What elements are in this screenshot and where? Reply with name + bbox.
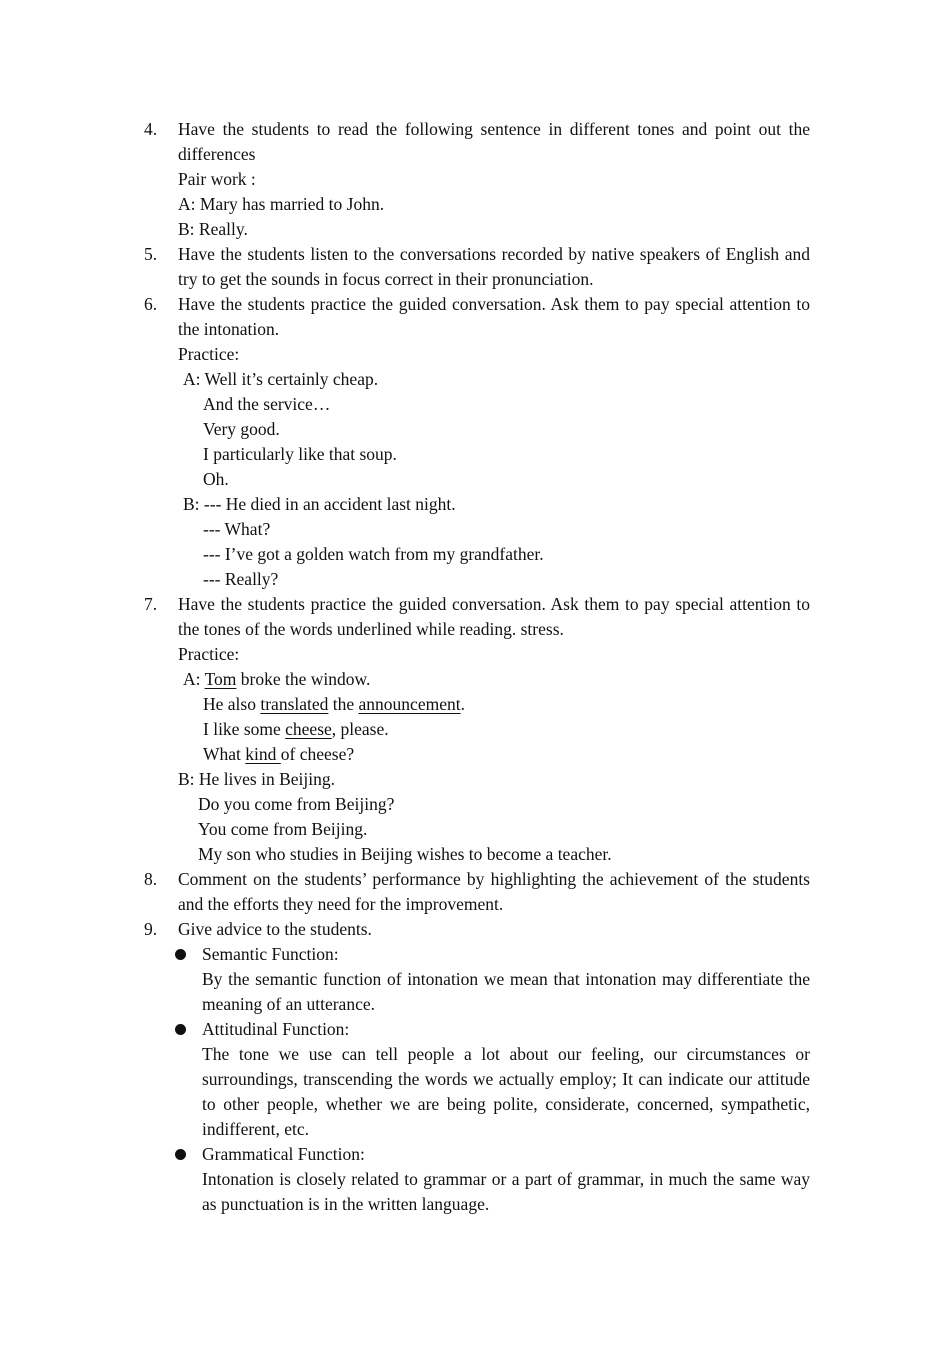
line-text: A: [183,669,205,689]
line-text: the [328,694,359,714]
dialogue-line: You come from Beijing. [198,819,368,839]
underlined-word: Tom [204,669,237,689]
bullet-body: By the semantic function of intonation we mean that intonation may differentiate the meaning of an utterance. [202,969,810,1014]
item-text: Have the students practice the guided conversation. Ask them to pay special attention to the tones of the words underlined while reading. stress. [178,594,810,639]
bullet-title: Grammatical Function: [202,1144,365,1164]
underlined-word: cheese [285,719,332,739]
bullet-title: Semantic Function: [202,944,339,964]
dialogue-line: My son who studies in Beijing wishes to become a teacher. [198,844,612,864]
list-item-7 [144,592,810,867]
dialogue-line: --- I’ve got a golden watch from my grandfather. [203,544,544,564]
dialogue-line [178,667,810,692]
line-text: broke the window. [236,669,371,689]
item-text: Have the students to read the following sentence in different tones and point out the differences [178,119,810,164]
dialogue-line [178,692,810,717]
bullet-icon [175,949,186,960]
list-item-8 [144,867,810,917]
list-item-9 [144,917,810,1217]
dialogue-line: --- Really? [203,569,279,589]
practice-label: Practice: [178,644,240,664]
bullet-icon [175,1024,186,1035]
dialogue-line: And the service… [203,394,331,414]
list-item-6 [144,292,810,592]
line-text: . [460,694,465,714]
dialogue-line: Do you come from Beijing? [198,794,395,814]
bullet-title: Attitudinal Function: [202,1019,350,1039]
item-number: 9. [144,919,158,939]
underlined-word: translated [260,694,329,714]
item-number: 4. [144,119,158,139]
dialogue-line: --- What? [203,519,271,539]
dialogue-line: I particularly like that soup. [203,444,397,464]
dialogue-line: A: Mary has married to John. [178,194,385,214]
dialogue-line [178,717,810,742]
item-text: Have the students practice the guided conversation. Ask them to pay special attention to the intonation. [178,294,810,339]
numbered-list [144,117,810,1217]
dialogue-line: Very good. [203,419,280,439]
list-item-4 [144,117,810,242]
item-text: Have the students listen to the conversations recorded by native speakers of English and try to get the sounds in focus correct in their pronunciation. [178,244,810,289]
item-number: 6. [144,294,158,314]
bullet-body: The tone we use can tell people a lot about our feeling, our circumstances or surroundings, transcending the words we actually employ; It can indicate our attitude to other people, whether we are being polite, considerate, concerned, sympathetic, indifferent, etc. [202,1044,810,1139]
list-item-5 [144,242,810,292]
dialogue-line: Oh. [203,469,229,489]
bullet-item-semantic [178,942,810,1017]
item-number: 5. [144,244,158,264]
bullet-item-attitudinal [178,1017,810,1142]
dialogue-line: A: Well it’s certainly cheap. [183,369,379,389]
item-text: Comment on the students’ performance by highlighting the achievement of the students and the efforts they need for the improvement. [178,869,810,914]
line-text: I like some [203,719,286,739]
line-text: of cheese? [280,744,355,764]
dialogue-line [178,742,810,767]
underlined-word: announcement [358,694,461,714]
pair-work-label: Pair work : [178,169,256,189]
line-text: , please. [331,719,389,739]
practice-label: Practice: [178,344,240,364]
dialogue-line: B: --- He died in an accident last night. [183,494,456,514]
item-text: Give advice to the students. [178,919,372,939]
underlined-word: kind [245,744,281,764]
bullet-icon [175,1149,186,1160]
dialogue-line: B: He lives in Beijing. [178,769,336,789]
item-number: 7. [144,594,158,614]
bullet-item-grammatical [178,1142,810,1217]
line-text: He also [203,694,261,714]
dialogue-line: B: Really. [178,219,248,239]
item-number: 8. [144,869,158,889]
line-text: What [203,744,246,764]
bullet-body: Intonation is closely related to grammar or a part of grammar, in much the same way as punctuation is in the written language. [202,1169,810,1214]
